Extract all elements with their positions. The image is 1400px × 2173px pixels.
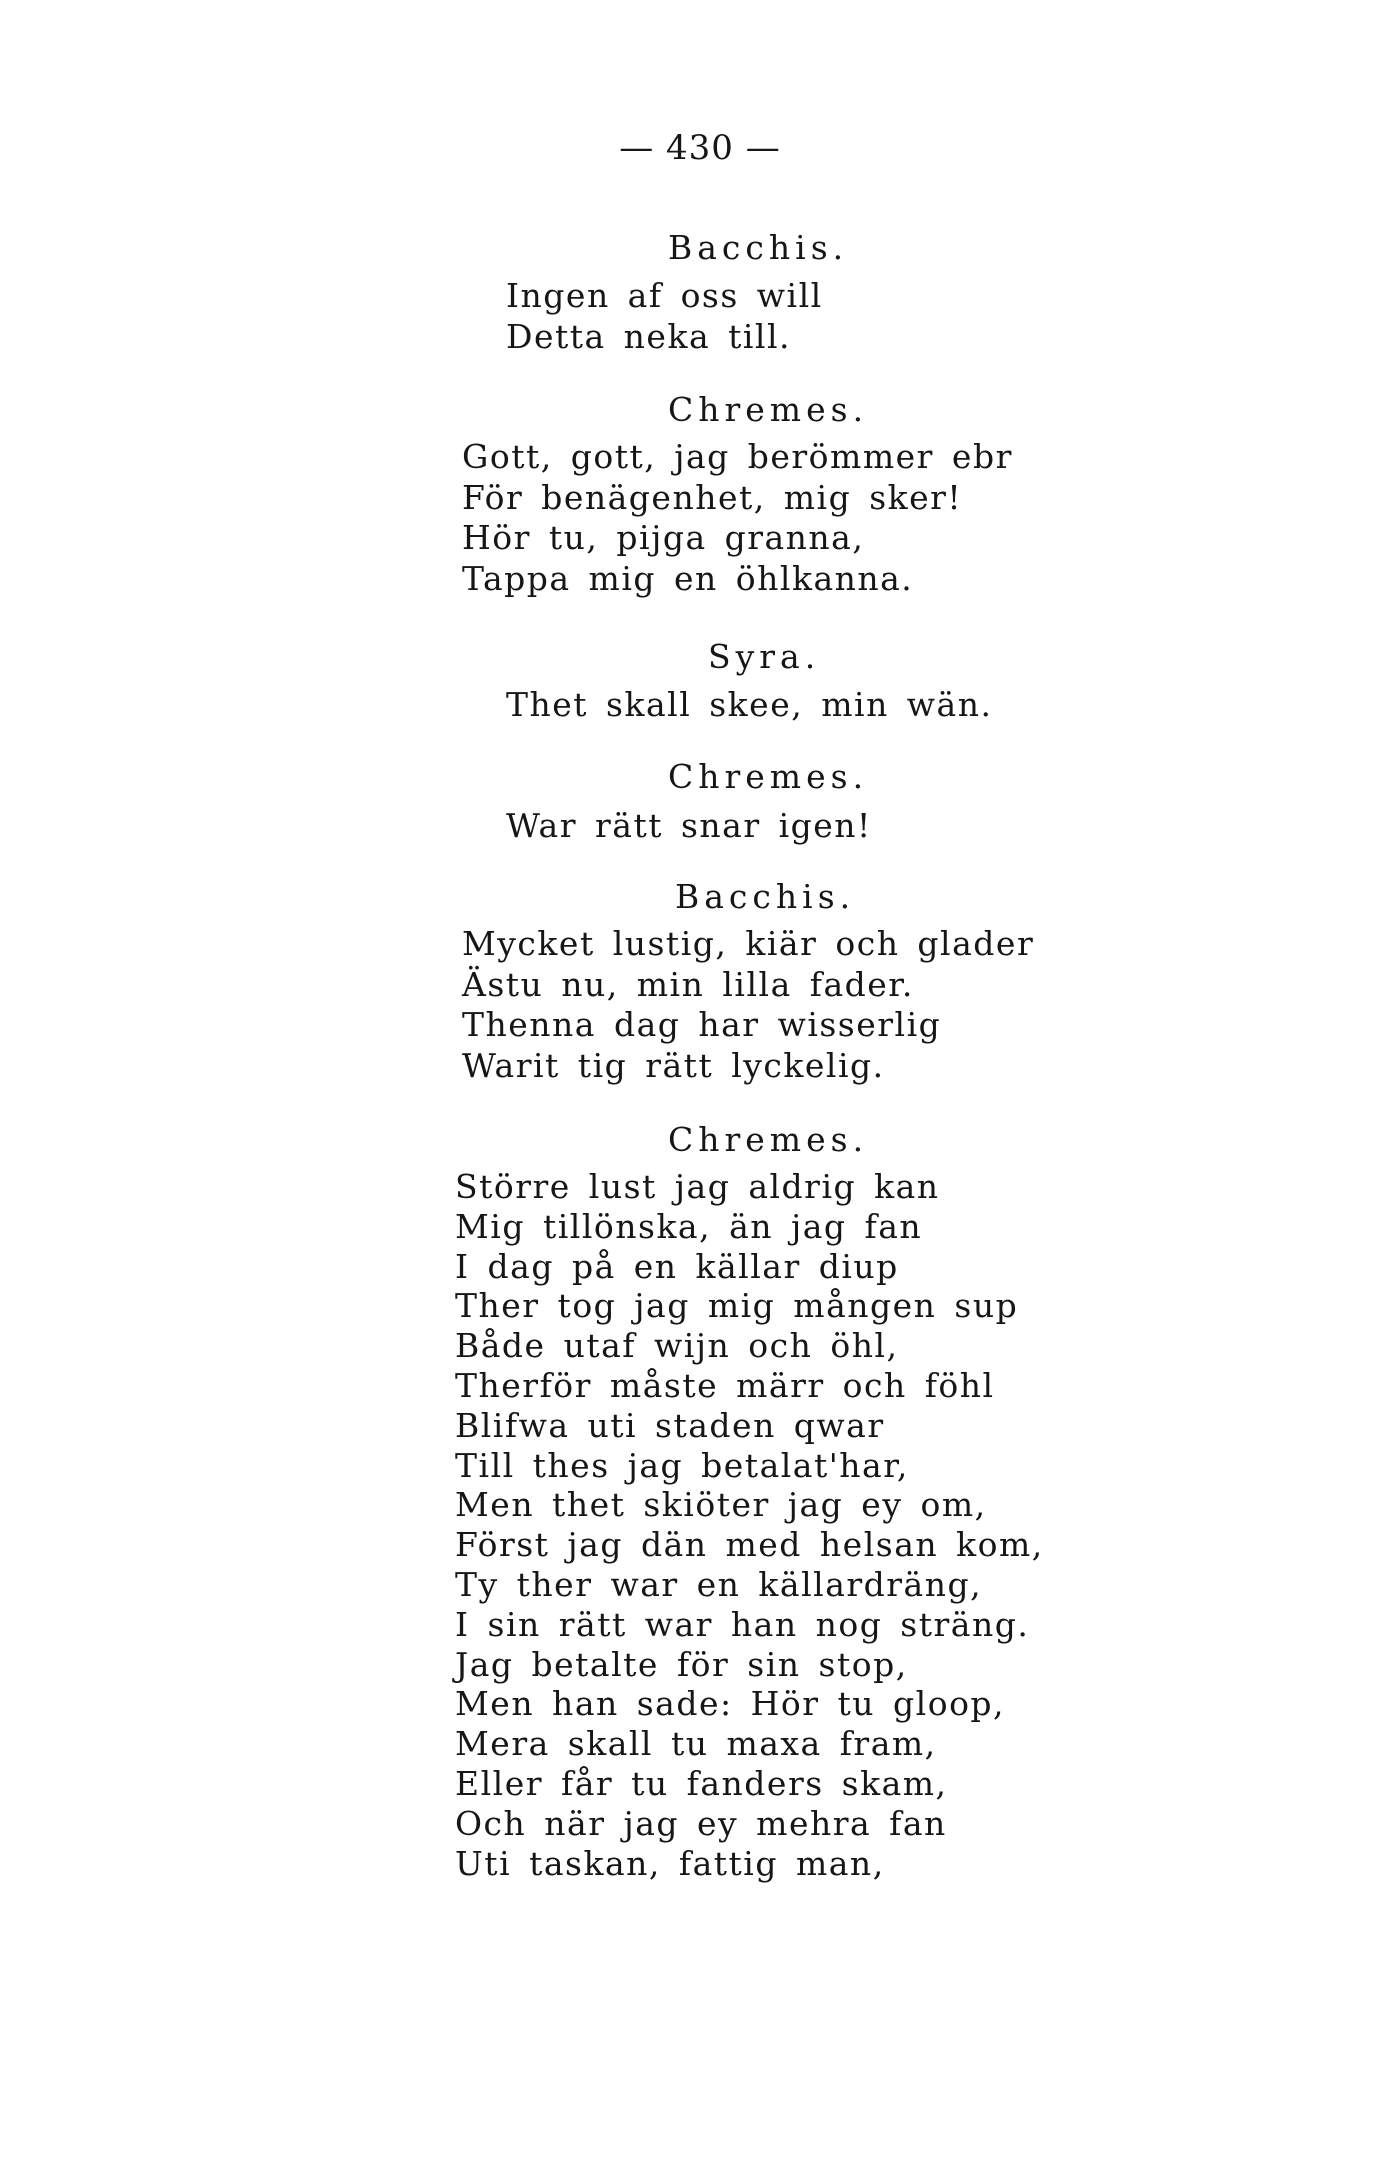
verse-line: Thet skall skee, min wän. bbox=[506, 685, 993, 724]
verse-line: Ty ther war en källardräng, bbox=[455, 1564, 983, 1604]
verse-block bbox=[506, 276, 823, 357]
verse-line: Warit tig rätt lyckelig. bbox=[462, 1045, 885, 1085]
verse-line: Både utaf wijn och öhl, bbox=[455, 1326, 899, 1366]
verse-line: I sin rätt war han nog sträng. bbox=[455, 1604, 1030, 1644]
speaker-name: Chremes. bbox=[668, 390, 869, 429]
verse-line: Hör tu, pijga granna, bbox=[462, 518, 865, 557]
verse-line: Uti taskan, fattig man, bbox=[455, 1843, 885, 1883]
verse-line: Först jag dän med helsan kom, bbox=[455, 1525, 1044, 1565]
verse-line: Större lust jag aldrig kan bbox=[455, 1167, 940, 1206]
verse-line: Gott, gott, jag berömmer ebr bbox=[462, 437, 1013, 476]
speaker-name: Bacchis. bbox=[675, 877, 856, 916]
verse-line: Mera skall tu maxa fram, bbox=[455, 1724, 937, 1764]
speaker-name: Chremes. bbox=[668, 757, 869, 796]
verse-line: Ther tog jag mig mången sup bbox=[455, 1286, 1019, 1326]
verse-line: Detta neka till. bbox=[506, 316, 792, 356]
verse-line: Mycket lustig, kiär och glader bbox=[462, 924, 1035, 963]
verse-line: Ästu nu, min lilla fader. bbox=[462, 964, 914, 1004]
verse-line: Mig tillönska, än jag fan bbox=[455, 1206, 923, 1246]
verse-block bbox=[462, 437, 1013, 599]
verse-line: Men thet skiöter jag ey om, bbox=[455, 1485, 987, 1525]
speaker-name: Syra. bbox=[708, 637, 821, 676]
verse-line: War rätt snar igen! bbox=[506, 806, 872, 845]
speaker-name: Chremes. bbox=[668, 1120, 869, 1159]
page-number: — 430 — bbox=[619, 128, 781, 168]
verse-block bbox=[455, 1167, 1044, 1883]
verse-line: Och när jag ey mehra fan bbox=[455, 1803, 947, 1843]
verse-line: Eller får tu fanders skam, bbox=[455, 1763, 948, 1803]
verse-line: Ingen af oss will bbox=[506, 276, 823, 315]
verse-line: I dag på en källar diup bbox=[455, 1246, 899, 1286]
verse-line: Thenna dag har wisserlig bbox=[462, 1005, 942, 1044]
verse-line: Therför måste märr och föhl bbox=[455, 1365, 995, 1405]
verse-block bbox=[462, 924, 1034, 1086]
verse-line: Tappa mig en öhlkanna. bbox=[462, 558, 914, 598]
verse-block bbox=[506, 806, 872, 847]
verse-line: Jag betalte för sin stop, bbox=[455, 1644, 908, 1684]
speaker-name: Bacchis. bbox=[668, 228, 849, 267]
verse-line: För benägenhet, mig sker! bbox=[462, 477, 963, 517]
verse-line: Till thes jag betalat'har, bbox=[455, 1445, 909, 1485]
verse-line: Blifwa uti staden qwar bbox=[455, 1405, 885, 1445]
verse-block bbox=[506, 685, 992, 726]
verse-line: Men han sade: Hör tu gloop, bbox=[455, 1684, 1006, 1724]
